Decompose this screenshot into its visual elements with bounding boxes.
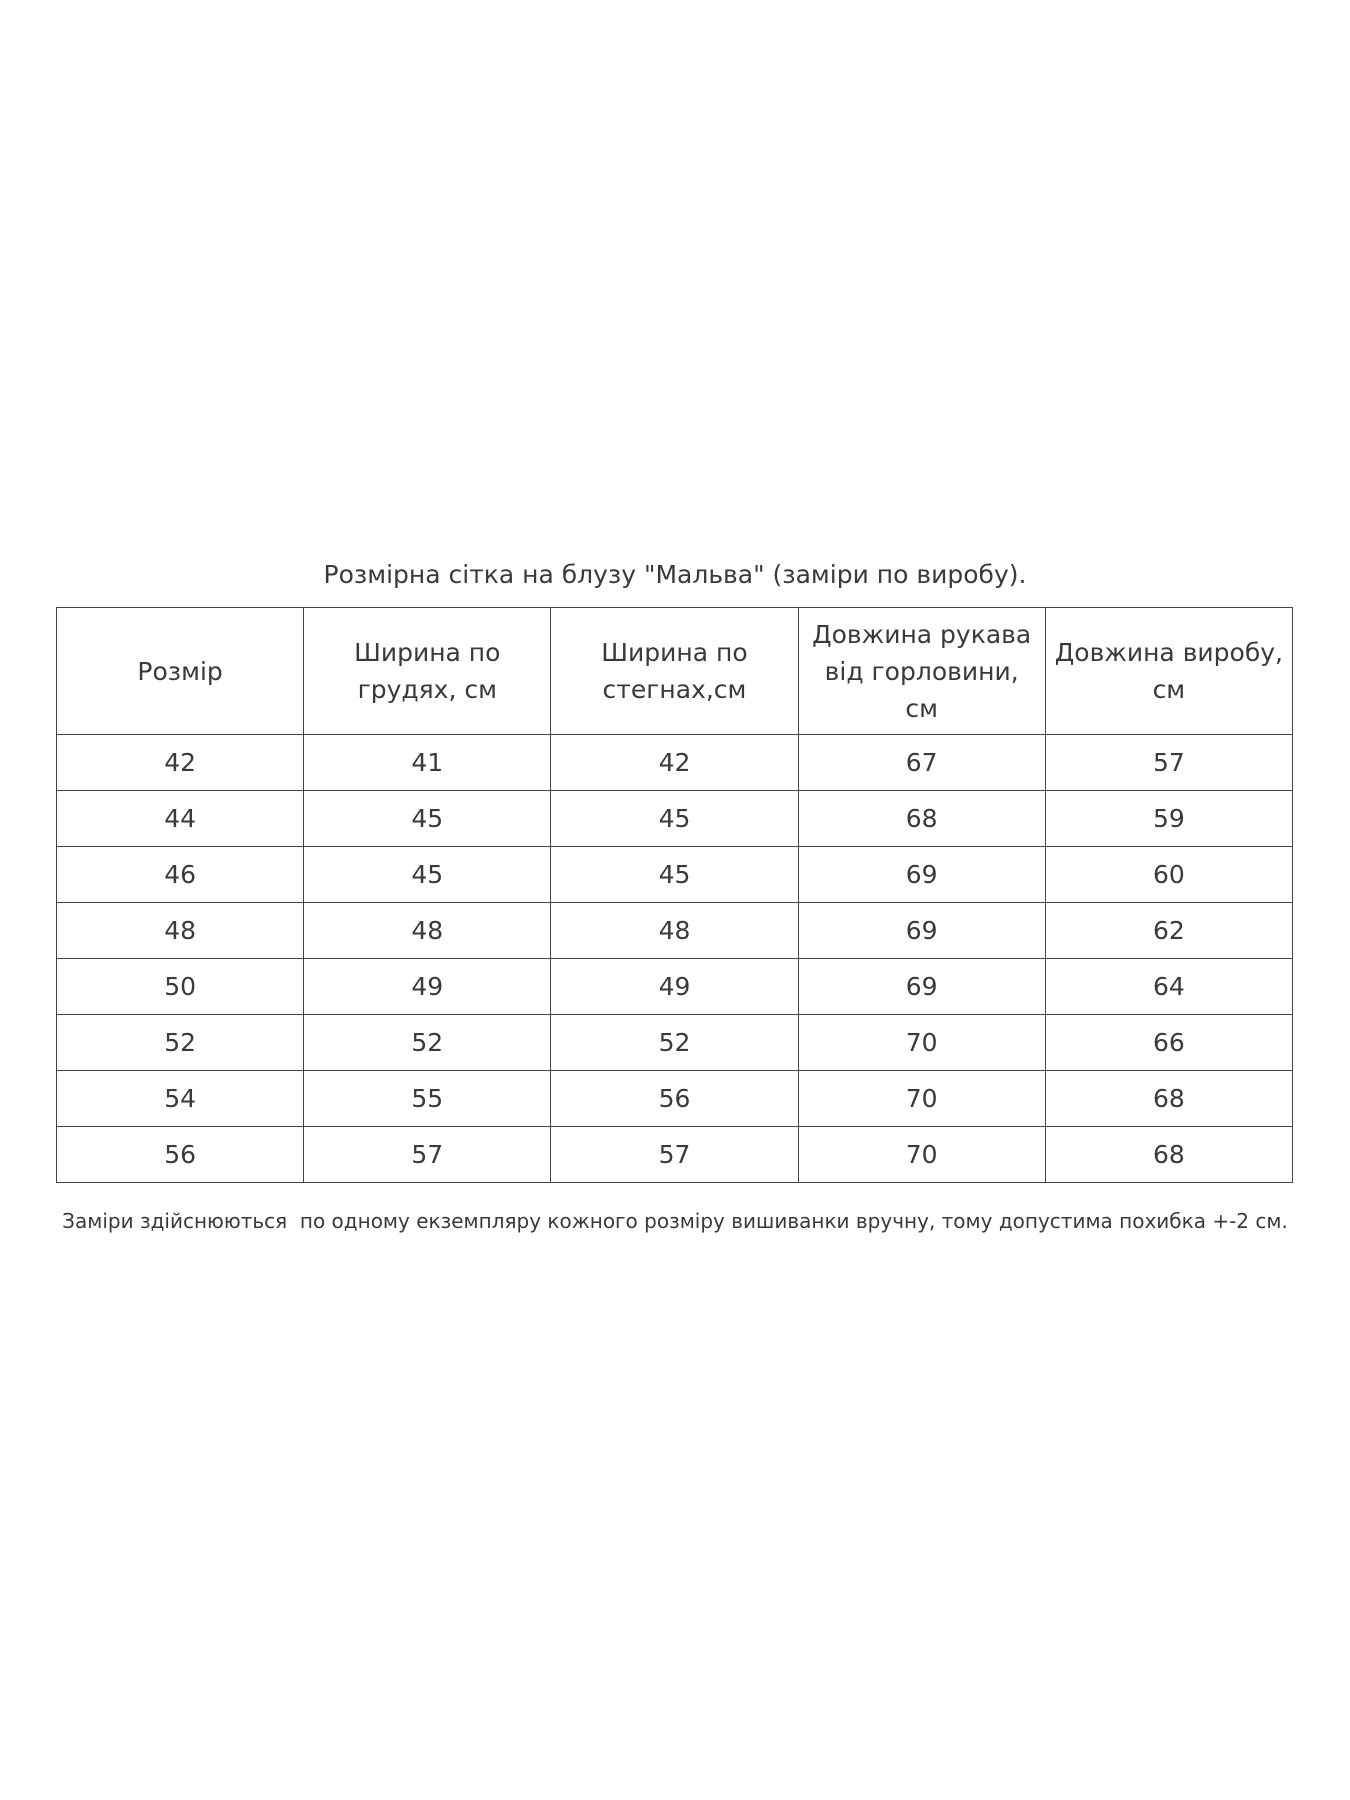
cell-garment-length: 64 bbox=[1045, 959, 1292, 1015]
header-size: Розмір bbox=[57, 608, 304, 735]
table-row bbox=[57, 1071, 1293, 1127]
cell-sleeve-length: 70 bbox=[798, 1127, 1045, 1183]
cell-garment-length: 57 bbox=[1045, 735, 1292, 791]
table-row bbox=[57, 1127, 1293, 1183]
cell-size: 48 bbox=[57, 903, 304, 959]
table-row bbox=[57, 903, 1293, 959]
cell-sleeve-length: 69 bbox=[798, 847, 1045, 903]
table-row bbox=[57, 959, 1293, 1015]
table-row bbox=[57, 735, 1293, 791]
cell-chest-width: 45 bbox=[304, 791, 551, 847]
cell-chest-width: 48 bbox=[304, 903, 551, 959]
page-title: Розмірна сітка на блузу "Мальва" (заміри по виробу). bbox=[323, 560, 1027, 589]
cell-size: 56 bbox=[57, 1127, 304, 1183]
cell-sleeve-length: 69 bbox=[798, 959, 1045, 1015]
cell-size: 50 bbox=[57, 959, 304, 1015]
header-chest-width: Ширина по грудях, см bbox=[304, 608, 551, 735]
cell-garment-length: 68 bbox=[1045, 1071, 1292, 1127]
cell-chest-width: 52 bbox=[304, 1015, 551, 1071]
cell-size: 46 bbox=[57, 847, 304, 903]
cell-sleeve-length: 69 bbox=[798, 903, 1045, 959]
measurement-note: Заміри здійснюються по одному екземпляру кожного розміру вишиванки вручну, тому допустима похибка +-2 см. bbox=[62, 1209, 1288, 1233]
header-sleeve-length: Довжина рукава від горловини, см bbox=[798, 608, 1045, 735]
cell-size: 52 bbox=[57, 1015, 304, 1071]
size-chart-table bbox=[56, 607, 1293, 1183]
header-hip-width: Ширина по стегнах,см bbox=[551, 608, 798, 735]
header-garment-length: Довжина виробу, см bbox=[1045, 608, 1292, 735]
cell-sleeve-length: 70 bbox=[798, 1015, 1045, 1071]
table-row bbox=[57, 1015, 1293, 1071]
cell-chest-width: 49 bbox=[304, 959, 551, 1015]
cell-garment-length: 66 bbox=[1045, 1015, 1292, 1071]
cell-garment-length: 68 bbox=[1045, 1127, 1292, 1183]
cell-garment-length: 62 bbox=[1045, 903, 1292, 959]
cell-sleeve-length: 70 bbox=[798, 1071, 1045, 1127]
cell-hip-width: 52 bbox=[551, 1015, 798, 1071]
cell-chest-width: 57 bbox=[304, 1127, 551, 1183]
cell-size: 44 bbox=[57, 791, 304, 847]
cell-size: 42 bbox=[57, 735, 304, 791]
table-header-row bbox=[57, 608, 1293, 735]
cell-sleeve-length: 68 bbox=[798, 791, 1045, 847]
table-row bbox=[57, 847, 1293, 903]
cell-chest-width: 55 bbox=[304, 1071, 551, 1127]
cell-hip-width: 48 bbox=[551, 903, 798, 959]
cell-chest-width: 45 bbox=[304, 847, 551, 903]
cell-garment-length: 60 bbox=[1045, 847, 1292, 903]
cell-hip-width: 49 bbox=[551, 959, 798, 1015]
cell-hip-width: 45 bbox=[551, 847, 798, 903]
cell-hip-width: 42 bbox=[551, 735, 798, 791]
table-row bbox=[57, 791, 1293, 847]
cell-size: 54 bbox=[57, 1071, 304, 1127]
cell-chest-width: 41 bbox=[304, 735, 551, 791]
cell-hip-width: 45 bbox=[551, 791, 798, 847]
cell-hip-width: 56 bbox=[551, 1071, 798, 1127]
cell-garment-length: 59 bbox=[1045, 791, 1292, 847]
cell-hip-width: 57 bbox=[551, 1127, 798, 1183]
cell-sleeve-length: 67 bbox=[798, 735, 1045, 791]
